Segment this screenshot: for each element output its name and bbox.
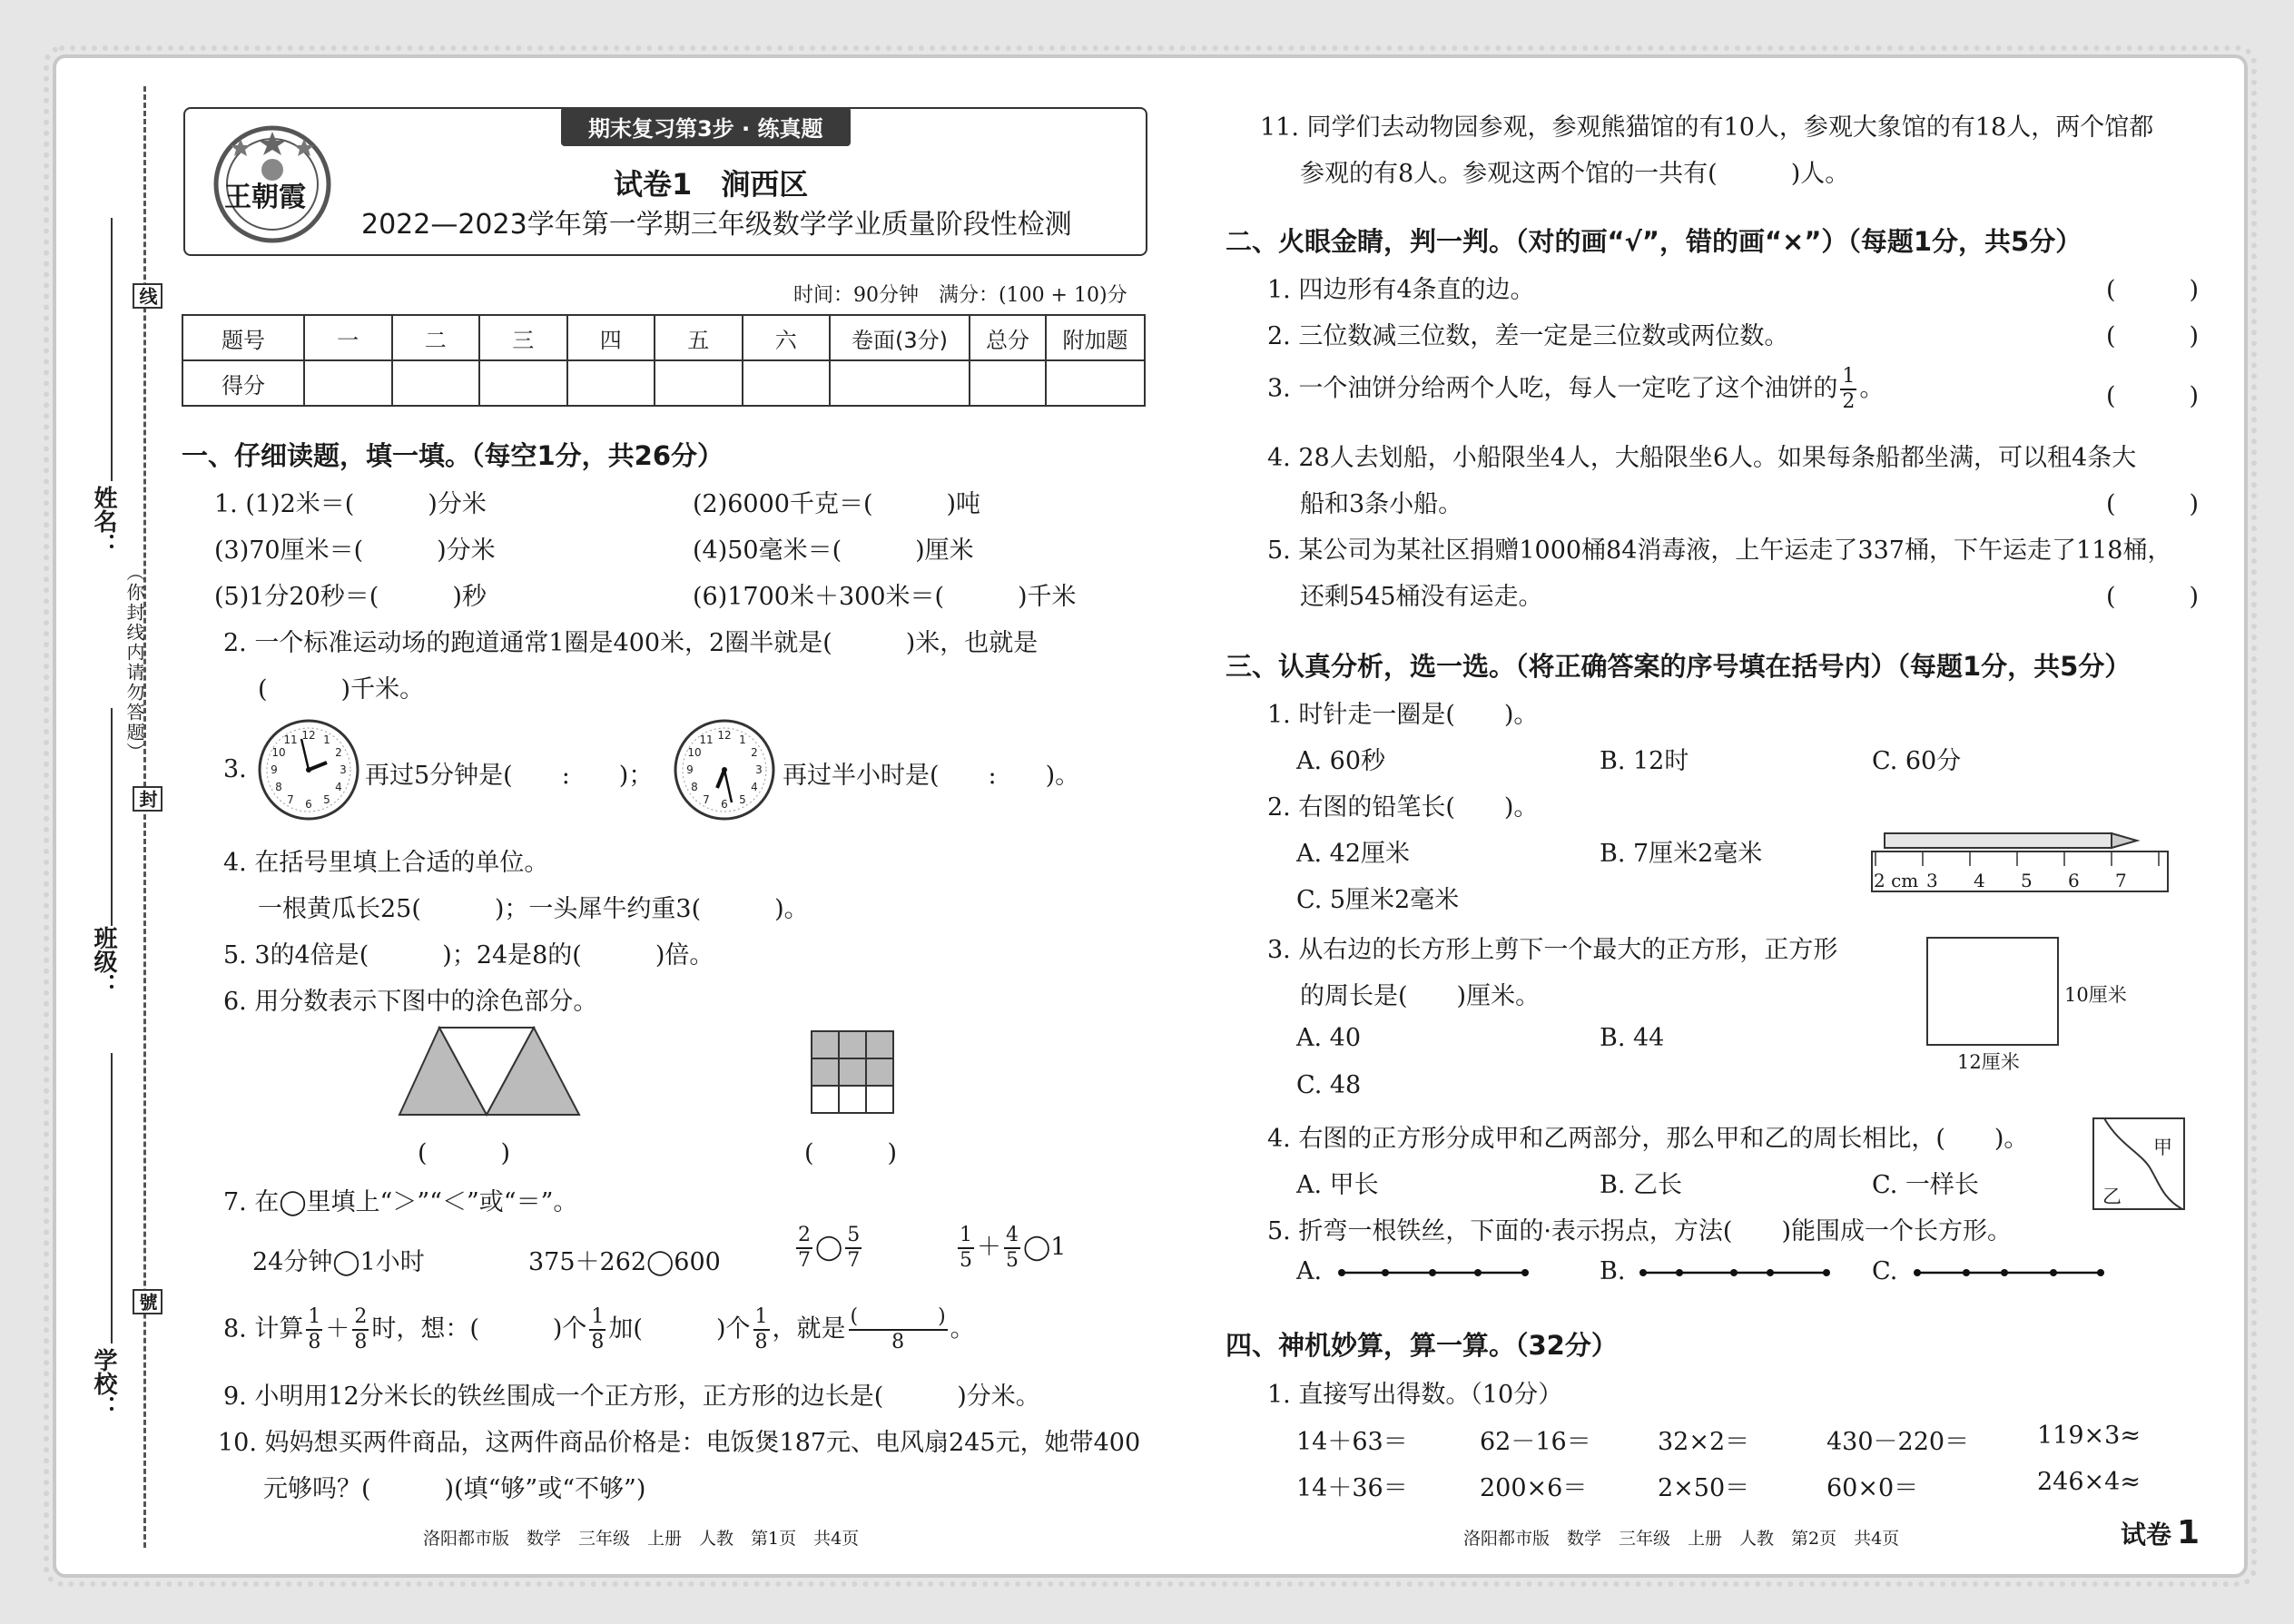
calc-item: 246×4≈ — [2037, 1468, 2141, 1496]
clock-icon — [672, 717, 777, 822]
svg-text:3: 3 — [340, 763, 347, 776]
wire-option-c — [1914, 1262, 2104, 1284]
judge-answer-1[interactable]: ( ) — [2106, 276, 2200, 304]
q2-line1: 2. 一个标准运动场的跑道通常1圈是400米，2圈半就是( )米，也就是 — [223, 629, 1039, 657]
svg-text:1: 1 — [739, 733, 746, 746]
choice-q2: 2. 右图的铅笔长( )。 — [1267, 793, 1539, 822]
q7-item-4: $\frac{1}{5}$ ＋ $\frac{4}{5}$ ◯1 — [960, 1224, 1067, 1272]
q1-2: (2)6000千克＝( )吨 — [693, 490, 981, 518]
score-input-cell[interactable] — [392, 360, 480, 406]
class-field[interactable] — [111, 708, 113, 926]
wire-option-a — [1338, 1262, 1529, 1284]
q7-item-3: $\frac{2}{7}$ ◯ $\frac{5}{7}$ — [798, 1224, 861, 1272]
time-score: 时间：90分钟 满分：(100 + 10)分 — [793, 284, 1127, 307]
table-cell: 二 — [392, 315, 480, 360]
choice-q2-a[interactable]: A. 42厘米 — [1296, 840, 1411, 868]
choice-q3-c[interactable]: C. 48 — [1296, 1071, 1362, 1099]
q11-line1: 11. 同学们去动物园参观，参观熊猫馆的有10人，参观大象馆的有18人，两个馆都 — [1260, 113, 2154, 142]
paper-tag: 试卷 1 — [2121, 1514, 2200, 1551]
table-cell: 一 — [304, 315, 392, 360]
square-label-yi: 乙 — [2102, 1186, 2122, 1207]
svg-text:3: 3 — [755, 763, 763, 776]
exam-title: 试卷1 涧西区 — [614, 167, 809, 202]
choice-q3-b[interactable]: B. 44 — [1600, 1024, 1665, 1052]
ruler-label: 2 cm — [1874, 870, 1919, 891]
svg-text:8: 8 — [691, 781, 698, 793]
logo-text: 王朝霞 — [224, 182, 306, 213]
svg-text:5: 5 — [323, 793, 330, 806]
q7: 7. 在◯里填上“＞”“＜”或“＝”。 — [223, 1188, 578, 1216]
ruler-label: 6 — [2068, 870, 2080, 891]
choice-q4-a[interactable]: A. 甲长 — [1296, 1171, 1379, 1199]
judge-3: 3. 一个油饼分给两个人吃，每人一定吃了这个油饼的 $\frac{1}{2}$ 。 — [1267, 365, 1885, 413]
table-cell: 六 — [743, 315, 831, 360]
judge-4-line2: 船和3条小船。 — [1300, 490, 1463, 518]
svg-text:7: 7 — [287, 793, 294, 806]
q1-4: (4)50毫米＝( )厘米 — [693, 536, 974, 565]
section1-heading: 一、仔细读题，填一填。（每空1分，共26分） — [182, 440, 724, 471]
seal-mark: 封 — [133, 786, 162, 812]
q4-line1: 4. 在括号里填上合适的单位。 — [223, 849, 549, 877]
wire-option-b — [1639, 1262, 1830, 1284]
score-input-cell[interactable] — [743, 360, 831, 406]
choice-q5-c[interactable]: C. — [1872, 1257, 1898, 1285]
table-cell: 总分 — [970, 315, 1046, 360]
q10-line2: 元够吗？( )(填“够”或“不够”) — [263, 1475, 646, 1503]
section4-heading: 四、神机妙算，算一算。（32分） — [1226, 1330, 1618, 1361]
choice-q4: 4. 右图的正方形分成甲和乙两部分，那么甲和乙的周长相比，( )。 — [1267, 1125, 2029, 1153]
grid-figure — [810, 1029, 897, 1117]
fraction: $\frac{1}{8}$ — [308, 1305, 321, 1353]
q4-line2: 一根黄瓜长25( )；一头犀牛约重3( )。 — [258, 895, 809, 923]
svg-text:6: 6 — [305, 798, 312, 811]
judge-5-line2: 还剩545桶没有运走。 — [1300, 583, 1543, 611]
svg-text:4: 4 — [751, 781, 758, 793]
choice-q5-a[interactable]: A. — [1296, 1257, 1323, 1285]
school-field[interactable] — [111, 1053, 113, 1343]
calc-item: 119×3≈ — [2037, 1422, 2141, 1450]
svg-text:12: 12 — [301, 729, 316, 742]
ruler-label: 4 — [1974, 870, 1985, 891]
school-label: 学校： — [90, 1348, 117, 1419]
judge-1: 1. 四边形有4条直的边。 — [1267, 276, 1535, 304]
judge-5-line1: 5. 某公司为某社区捐赠1000桶84消毒液，上午运走了337桶，下午运走了118桶， — [1267, 536, 2172, 565]
fraction: $\frac{2}{7}$ — [798, 1224, 811, 1272]
svg-text:1: 1 — [323, 733, 330, 746]
calc-item: 62－16＝ — [1480, 1428, 1591, 1456]
judge-answer-5[interactable]: ( ) — [2106, 583, 2200, 611]
ruler-label: 5 — [2021, 870, 2033, 891]
choice-q3-line1: 3. 从右边的长方形上剪下一个最大的正方形，正方形 — [1267, 936, 1838, 964]
choice-q1: 1. 时针走一圈是( )。 — [1267, 701, 1539, 729]
q3-b: 再过半小时是( : )。 — [783, 762, 1080, 790]
judge-answer-2[interactable]: ( ) — [2106, 322, 2200, 350]
svg-text:11: 11 — [283, 733, 298, 746]
svg-text:2: 2 — [335, 746, 342, 759]
choice-q3-a[interactable]: A. 40 — [1296, 1024, 1362, 1052]
choice-q5-b[interactable]: B. — [1600, 1257, 1626, 1285]
fraction: $\frac{2}{8}$ — [354, 1305, 368, 1353]
rectangle-figure — [1926, 937, 2059, 1046]
fraction: $\frac{1}{8}$ — [591, 1305, 605, 1353]
calc-item: 32×2＝ — [1658, 1428, 1750, 1456]
choice-q4-b[interactable]: B. 乙长 — [1600, 1171, 1683, 1199]
choice-q4-c[interactable]: C. 一样长 — [1872, 1171, 1979, 1199]
svg-text:10: 10 — [271, 746, 286, 759]
trapezoid-figure — [396, 1024, 583, 1118]
svg-text:9: 9 — [686, 763, 694, 776]
name-label: 姓名： — [90, 486, 117, 556]
table-cell: 五 — [655, 315, 743, 360]
table-cell: 卷面(3分) — [830, 315, 970, 360]
q10-line1: 10. 妈妈想买两件商品，这两件商品价格是：电饭煲187元、电风扇245元，她带400 — [218, 1429, 1141, 1457]
line-mark: 线 — [133, 283, 162, 309]
svg-text:12: 12 — [717, 729, 732, 742]
svg-text:11: 11 — [699, 733, 714, 746]
exam-subtitle: 2022—2023学年第一学期三年级数学学业质量阶段性检测 — [361, 209, 1072, 241]
table-cell: 四 — [567, 315, 655, 360]
q9: 9. 小明用12分米长的铁丝围成一个正方形，正方形的边长是( )分米。 — [223, 1383, 1040, 1411]
section3-heading: 三、认真分析，选一选。（将正确答案的序号填在括号内）（每题1分，共5分） — [1226, 651, 2132, 682]
fraction: $\frac{1}{8}$ — [754, 1305, 768, 1353]
square-label-jia: 甲 — [2153, 1137, 2172, 1158]
svg-text:9: 9 — [271, 763, 278, 776]
fraction: $\frac{5}{7}$ — [847, 1224, 861, 1272]
calc-item: 2×50＝ — [1658, 1474, 1750, 1502]
q1-3: (3)70厘米＝( )分米 — [214, 536, 496, 565]
q1-5: (5)1分20秒＝( )秒 — [214, 583, 487, 611]
table-cell: 题号 — [182, 315, 304, 360]
fraction-answer[interactable]: $\frac{( )}{8}$ — [850, 1305, 946, 1353]
svg-text:6: 6 — [721, 798, 728, 811]
judge-4-line1: 4. 28人去划船，小船限坐4人，大船限坐6人。如果每条船都坐满，可以租4条大 — [1267, 444, 2137, 472]
choice-q3-line2: 的周长是( )厘米。 — [1300, 982, 1541, 1010]
score-table-score-row — [182, 360, 1145, 406]
q6-answer-2[interactable]: ( ) — [804, 1139, 898, 1167]
ruler-label: 7 — [2115, 870, 2127, 891]
score-input-cell[interactable] — [1046, 360, 1145, 406]
q8: 8. 计算 $\frac{1}{8}$ ＋ $\frac{2}{8}$ 时，想：( )个 $\frac{1}{8}$ 加( )个 $\frac{1}{8}$ ，就是 $\frac{( )}{8}$ 。 — [223, 1305, 975, 1353]
judge-answer-3[interactable]: ( ) — [2106, 382, 2200, 410]
q1-6: (6)1700米＋300米＝( )千米 — [693, 583, 1077, 611]
q5: 5. 3的4倍是( )；24是8的( )倍。 — [223, 941, 714, 969]
svg-text:7: 7 — [703, 793, 710, 806]
choice-q5: 5. 折弯一根铁丝，下面的·表示拐点，方法( )能围成一个长方形。 — [1267, 1217, 2012, 1245]
score-table — [182, 314, 1146, 407]
q2-line2: ( )千米。 — [258, 675, 425, 704]
score-input-cell[interactable] — [479, 360, 567, 406]
score-input-cell[interactable] — [830, 360, 970, 406]
footer-right: 洛阳都市版 数学 三年级 上册 人教 第2页 共4页 — [1463, 1529, 1900, 1549]
q3-number: 3. — [223, 755, 247, 783]
name-field[interactable] — [111, 218, 113, 481]
fraction: $\frac{4}{5}$ — [1006, 1224, 1019, 1272]
score-input-cell[interactable] — [304, 360, 392, 406]
svg-text:10: 10 — [687, 746, 702, 759]
table-cell: 附加题 — [1046, 315, 1145, 360]
svg-text:2: 2 — [751, 746, 758, 759]
svg-text:5: 5 — [739, 793, 746, 806]
q7-item-1: 24分钟◯1小时 — [252, 1248, 425, 1276]
q3-a: 再过5分钟是( : )； — [365, 762, 654, 790]
calc-item: 14＋63＝ — [1296, 1428, 1408, 1456]
calc-item: 200×6＝ — [1480, 1474, 1588, 1502]
calc-q1: 1. 直接写出得数。（10分） — [1267, 1381, 1563, 1409]
choice-q2-b[interactable]: B. 7厘米2毫米 — [1600, 840, 1763, 868]
footer-left: 洛阳都市版 数学 三年级 上册 人教 第1页 共4页 — [423, 1529, 860, 1549]
svg-text:4: 4 — [335, 781, 342, 793]
choice-q1-c[interactable]: C. 60分 — [1872, 747, 1962, 775]
table-cell: 得分 — [182, 360, 304, 406]
fraction: $\frac{1}{2}$ — [1842, 365, 1856, 413]
calc-item: 14＋36＝ — [1296, 1474, 1408, 1502]
rect-height-label: 10厘米 — [2064, 984, 2127, 1006]
class-label: 班级： — [90, 926, 117, 997]
q7-item-2: 375＋262◯600 — [528, 1248, 721, 1276]
clock-icon — [256, 717, 361, 822]
calc-item: 430－220＝ — [1826, 1428, 1970, 1456]
q6: 6. 用分数表示下图中的涂色部分。 — [223, 988, 598, 1016]
rect-width-label: 12厘米 — [1957, 1051, 2020, 1073]
fraction: $\frac{1}{5}$ — [960, 1224, 972, 1272]
ruler-label: 3 — [1926, 870, 1938, 891]
seal-notice: （你封线内请勿答题） — [123, 563, 145, 763]
choice-q1-a[interactable]: A. 60秒 — [1296, 747, 1386, 775]
calc-item: 60×0＝ — [1826, 1474, 1919, 1502]
choice-q1-b[interactable]: B. 12时 — [1600, 747, 1689, 775]
score-input-cell[interactable] — [655, 360, 743, 406]
judge-answer-4[interactable]: ( ) — [2106, 490, 2200, 518]
judge-2: 2. 三位数减三位数，差一定是三位数或两位数。 — [1267, 322, 1789, 350]
score-table-header-row — [182, 315, 1145, 360]
header-banner: 期末复习第3步 · 练真题 — [561, 107, 851, 146]
score-input-cell[interactable] — [567, 360, 655, 406]
table-cell: 三 — [479, 315, 567, 360]
q11-line2: 参观的有8人。参观这两个馆的一共有( )人。 — [1300, 160, 1850, 188]
score-input-cell[interactable] — [970, 360, 1046, 406]
q1-1: 1. (1)2米＝( )分米 — [214, 490, 487, 518]
section2-heading: 二、火眼金睛，判一判。（对的画“√”，错的画“×”）（每题1分，共5分） — [1226, 226, 2082, 257]
number-mark: 號 — [133, 1289, 162, 1314]
svg-text:8: 8 — [275, 781, 282, 793]
choice-q2-c[interactable]: C. 5厘米2毫米 — [1296, 886, 1460, 914]
q6-answer-1[interactable]: ( ) — [418, 1139, 511, 1167]
